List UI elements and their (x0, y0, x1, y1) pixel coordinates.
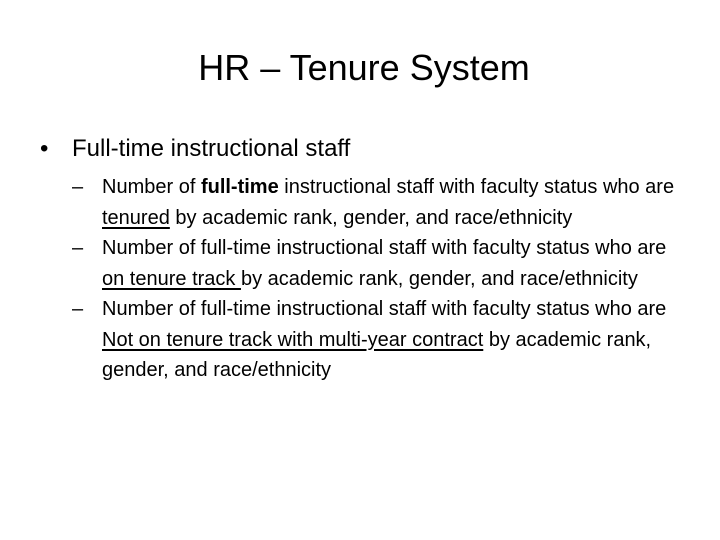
text-run: Number of full-time instructional staff with faculty status who are (102, 298, 667, 320)
text-run: by academic rank, gender, and race/ethnicity (102, 328, 652, 381)
sub-bullet-item (72, 294, 692, 386)
sub-bullet-list (72, 172, 692, 386)
sub-bullet-text (102, 172, 692, 233)
emphasis-underline: tenured (102, 206, 170, 229)
bullet-text: Full-time instructional staff (72, 135, 351, 162)
text-run: instructional staff with faculty status who are (278, 176, 675, 198)
bullet-dot-icon: • (40, 135, 49, 162)
dash-icon: – (72, 298, 84, 320)
sub-bullet-text (102, 233, 692, 294)
emphasis-underline: on tenure track (102, 267, 241, 290)
emphasis-underline: Not on tenure track with multi-year contract (102, 328, 484, 351)
sub-bullet-item (72, 233, 692, 294)
text-run: by academic rank, gender, and race/ethnicity (240, 267, 638, 290)
emphasis-bold: full-time (200, 176, 279, 198)
slide-title: HR – Tenure System (198, 47, 530, 88)
sub-bullet-text (102, 294, 692, 386)
sub-bullet-item (72, 172, 692, 233)
text-run: Number of (102, 176, 201, 198)
dash-icon: – (72, 176, 84, 198)
text-run: by academic rank, gender, and race/ethnicity (169, 206, 573, 229)
dash-icon: – (72, 237, 84, 259)
text-run: Number of full-time instructional staff with faculty status who are (102, 237, 667, 259)
